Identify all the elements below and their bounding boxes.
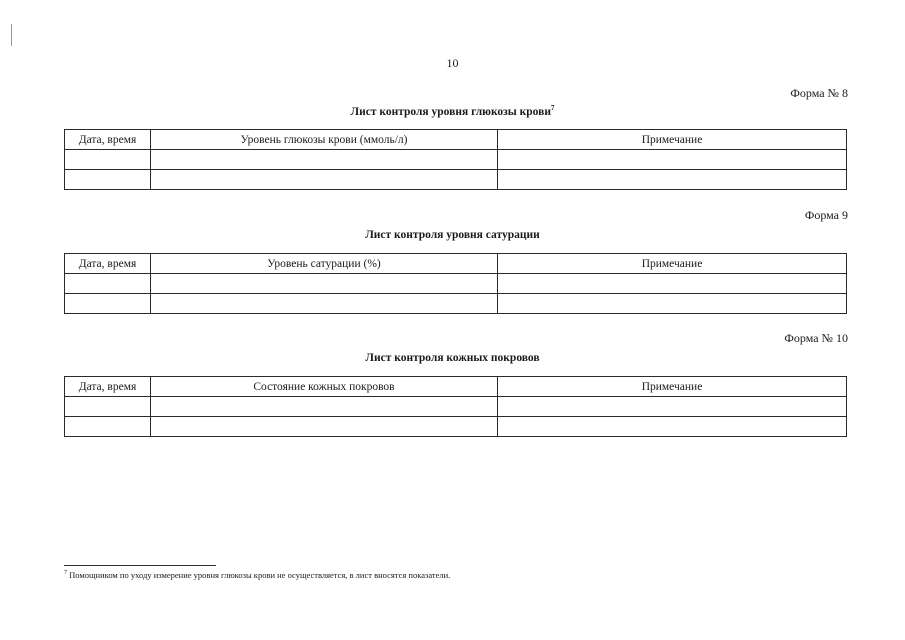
page-number: 10: [446, 56, 459, 70]
table-cell[interactable]: [65, 274, 151, 294]
header-skin-condition: Состояние кожных покровов: [151, 377, 498, 397]
table-cell[interactable]: [498, 150, 847, 170]
header-note: Примечание: [498, 377, 847, 397]
header-glucose-level: Уровень глюкозы крови (ммоль/л): [151, 130, 498, 150]
skin-log-table: [64, 376, 847, 437]
table-header-row: [65, 130, 847, 150]
table-row: [65, 274, 847, 294]
footnote-separator: [64, 565, 216, 566]
table-cell[interactable]: [151, 397, 498, 417]
header-date-time: Дата, время: [65, 130, 151, 150]
saturation-log-table: [64, 253, 847, 314]
table-row: [65, 294, 847, 314]
table-cell[interactable]: [151, 294, 498, 314]
header-note: Примечание: [498, 254, 847, 274]
footnote-marker: 7: [64, 570, 67, 576]
table-cell[interactable]: [498, 397, 847, 417]
form-label-10: Форма № 10: [784, 331, 848, 345]
table-row: [65, 170, 847, 190]
table-header-row: [65, 254, 847, 274]
table-row: [65, 150, 847, 170]
form-label-8: Форма № 8: [790, 86, 848, 100]
table-cell[interactable]: [151, 170, 498, 190]
footnote-ref-marker: 7: [550, 104, 555, 112]
table-cell[interactable]: [151, 274, 498, 294]
table-cell[interactable]: [65, 397, 151, 417]
table-cell[interactable]: [65, 417, 151, 437]
glucose-log-table: [64, 129, 847, 190]
section-title-glucose-text: Лист контроля уровня глюкозы крови: [350, 106, 551, 118]
table-cell[interactable]: [65, 294, 151, 314]
footnote-text: Помощником по уходу измерение уровня глюкозы крови не осуществляется, в лист вносятся показатели.: [67, 570, 451, 580]
table-cell[interactable]: [498, 170, 847, 190]
scan-edge-mark: [11, 24, 12, 46]
header-date-time: Дата, время: [65, 254, 151, 274]
section-title-skin: Лист контроля кожных покровов: [365, 352, 540, 364]
table-cell[interactable]: [151, 150, 498, 170]
table-cell[interactable]: [498, 417, 847, 437]
header-note: Примечание: [498, 130, 847, 150]
section-title-saturation: Лист контроля уровня сатурации: [365, 229, 540, 241]
table-cell[interactable]: [65, 170, 151, 190]
table-cell[interactable]: [65, 150, 151, 170]
table-cell[interactable]: [498, 274, 847, 294]
form-label-9: Форма 9: [804, 208, 848, 222]
footnote: [64, 570, 450, 580]
table-header-row: [65, 377, 847, 397]
table-row: [65, 417, 847, 437]
header-date-time: Дата, время: [65, 377, 151, 397]
table-row: [65, 397, 847, 417]
section-title-glucose: [0, 106, 905, 118]
table-cell[interactable]: [151, 417, 498, 437]
table-cell[interactable]: [498, 294, 847, 314]
header-saturation-level: Уровень сатурации (%): [151, 254, 498, 274]
